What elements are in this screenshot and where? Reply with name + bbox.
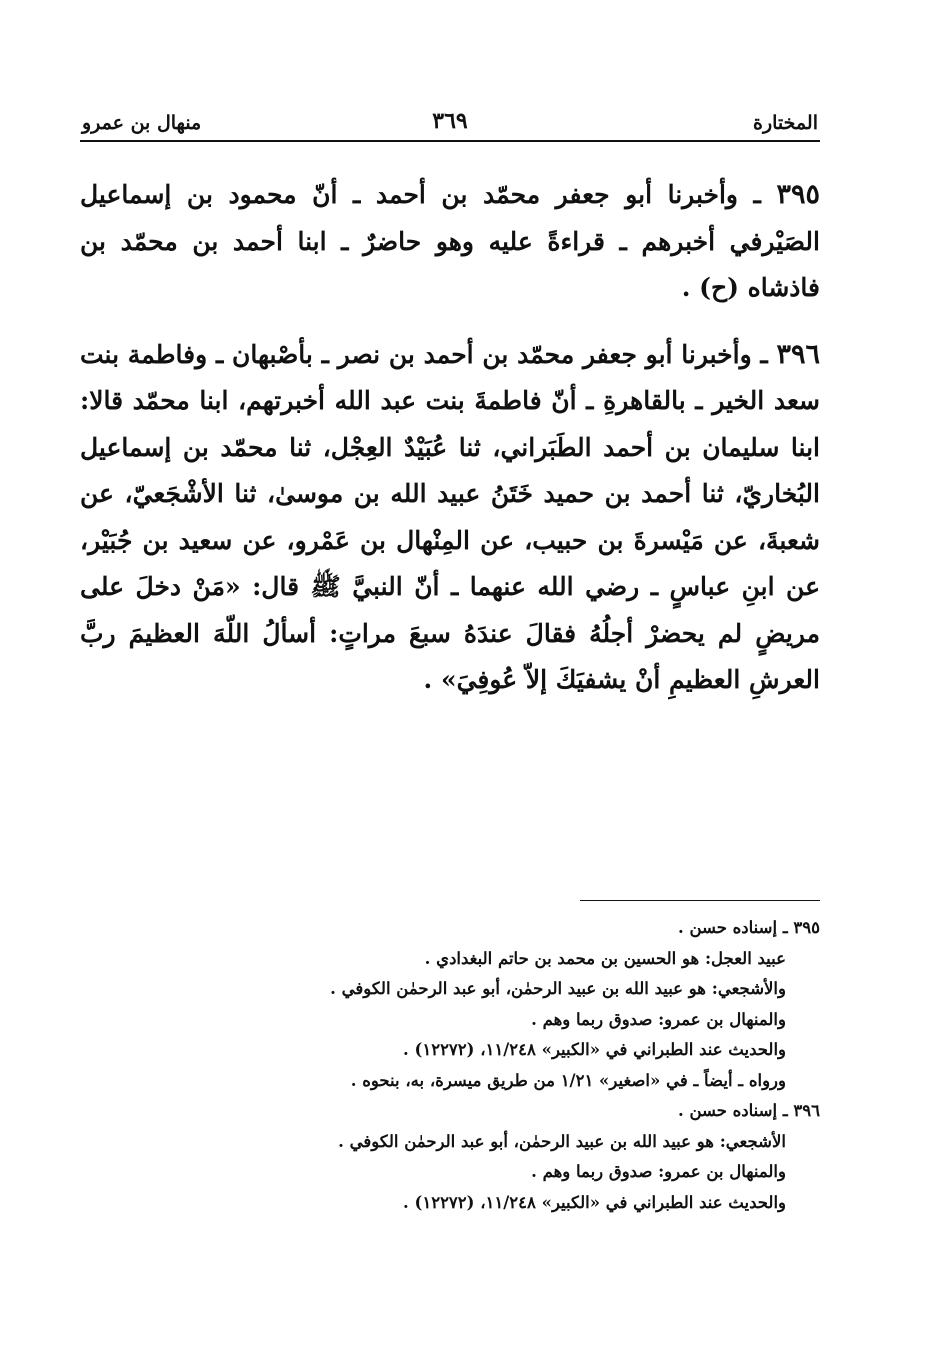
- hadith-text: ـ وأخبرنا أبو جعفر محمّد بن أحمد بن نصر ـ بأصْبهان ـ وفاطمة بنت سعد الخير ـ بالقاهرةِ ـ أنّ فاطمةَ بنت عبد الله أخبرتهم، ابنا محمّد قالا: ابنا سليمان بن أحمد الطَبَراني، ثنا عُبَيْدٌ العِجْل، ثنا محمّد بن إسماعيل البُخاريّ، ثنا أحمد بن حميد خَتَنُ عبيد الله بن موسىٰ، ثنا الأشْجَعيّ، عن شعبةَ، عن مَيْسرةَ بن حبيب، عن المِنْهال بن عَمْرو، عن سعيد بن جُبَيْر، عن ابنِ عباسٍ ـ رضي الله عنهما ـ أنّ النبيَّ ﷺ قال: «مَنْ دخلَ على مريضٍ لم يحضرْ أجلُهُ فقالَ عندَهُ سبعَ مراتٍ: أسألُ اللّهَ العظيمَ ربَّ العرشِ العظيمِ أنْ يشفيَكَ إلاّ عُوفِيَ» .: [80, 339, 820, 694]
- running-header: [80, 100, 820, 142]
- page-number: ٣٦٩: [432, 108, 468, 134]
- main-text: [80, 172, 820, 704]
- footnote-separator: [580, 900, 820, 901]
- footnote-line: الأشجعي: هو عبيد الله بن عبيد الرحمٰن، أبو عبد الرحمٰن الكوفي .: [338, 1131, 786, 1151]
- hadith-number: ٣٩٥: [776, 179, 820, 210]
- book-title: المختارة: [753, 112, 818, 134]
- footnote-line: والحديث عند الطبراني في «الكبير» ١١/٢٤٨، (١٢٢٧٢) .: [403, 1192, 786, 1212]
- footnote-396-head: ٣٩٦ ـ إسناده حسن .: [677, 1101, 820, 1120]
- hadith-number: ٣٩٦: [776, 338, 820, 370]
- footnote-line: والحديث عند الطبراني في «الكبير» ١١/٢٤٨، (١٢٢٧٢) .: [403, 1040, 786, 1059]
- footnote-line: عبيد العجل: هو الحسين بن محمد بن حاتم البغدادي .: [424, 948, 786, 968]
- footnote-line: ورواه ـ أيضاً ـ في «اصغير» ١/٢١ من طريق ميسرة، به، بنحوه .: [350, 1070, 786, 1090]
- footnote-line: والأشجعي: هو عبيد الله بن عبيد الرحمٰن، أبو عبد الرحمٰن الكوفي .: [330, 979, 786, 998]
- chapter-title: منهال بن عمرو: [82, 112, 202, 134]
- footnote-line: والمنهال بن عمرو: صدوق ربما وهم .: [531, 1162, 786, 1181]
- footnote-395-head: ٣٩٥ ـ إسناده حسن .: [677, 918, 820, 937]
- book-page: [80, 100, 820, 724]
- footnotes: [80, 900, 820, 1218]
- hadith-text: ـ وأخبرنا أبو جعفر محمّد بن أحمد ـ أنّ محمود بن إسماعيل الصَيْرفي أخبرهم ـ قراءةً عليه وهو حاضرٌ ـ ابنا أحمد بن محمّد بن فاذشاه (ح) .: [80, 180, 820, 302]
- hadith-395: [80, 172, 820, 312]
- footnote-line: والمنهال بن عمرو: صدوق ربما وهم .: [531, 1009, 786, 1029]
- hadith-396: [80, 332, 820, 704]
